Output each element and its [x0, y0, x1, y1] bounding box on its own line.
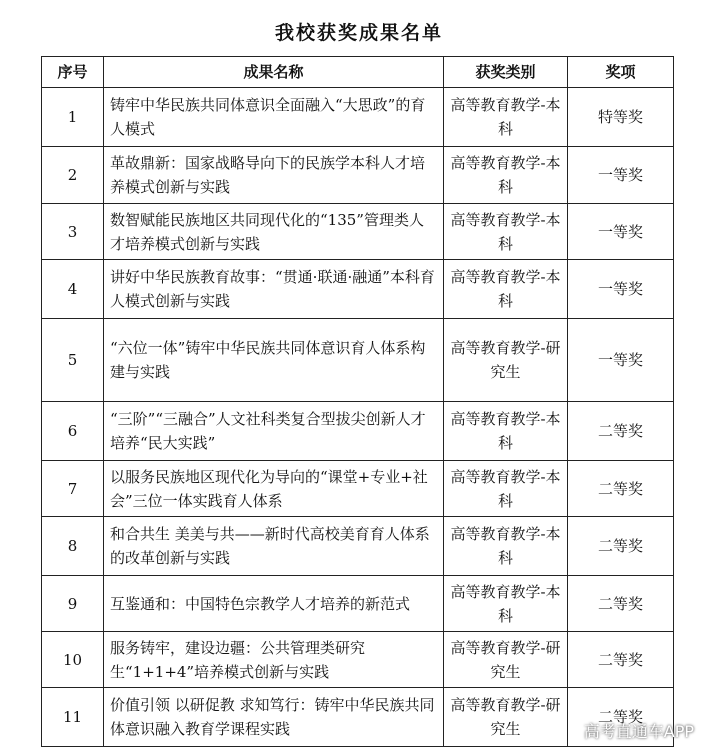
row-number: 1: [42, 88, 104, 147]
row-number: 2: [42, 147, 104, 204]
row-category: 高等教育教学-本科: [444, 147, 568, 204]
row-award: 一等奖: [568, 319, 674, 402]
row-number: 9: [42, 576, 104, 632]
row-number: 3: [42, 204, 104, 260]
row-category: 高等教育教学-研究生: [444, 319, 568, 402]
row-category: 高等教育教学-本科: [444, 88, 568, 147]
row-category: 高等教育教学-研究生: [444, 632, 568, 688]
header-number: 序号: [42, 57, 104, 88]
row-name: 服务铸牢，建设边疆：公共管理类研究生“1+1+4”培养模式创新与实践: [104, 632, 444, 688]
table-row: [42, 319, 674, 402]
row-award: 特等奖: [568, 88, 674, 147]
table-row: [42, 204, 674, 260]
row-category: 高等教育教学-本科: [444, 260, 568, 319]
row-award: 二等奖: [568, 517, 674, 576]
row-category: 高等教育教学-本科: [444, 517, 568, 576]
row-number: 7: [42, 461, 104, 517]
row-award: 二等奖: [568, 576, 674, 632]
row-number: 10: [42, 632, 104, 688]
row-name: 和合共生 美美与共——新时代高校美育育人体系的改革创新与实践: [104, 517, 444, 576]
table-row: [42, 260, 674, 319]
row-number: 4: [42, 260, 104, 319]
row-number: 6: [42, 402, 104, 461]
row-award: 一等奖: [568, 147, 674, 204]
row-name: “六位一体”铸牢中华民族共同体意识育人体系构建与实践: [104, 319, 444, 402]
row-number: 5: [42, 319, 104, 402]
row-award: 一等奖: [568, 204, 674, 260]
row-name: 互鉴通和：中国特色宗教学人才培养的新范式: [104, 576, 444, 632]
table-row: [42, 461, 674, 517]
awards-table: [41, 56, 674, 747]
row-name: 价值引领 以研促教 求知笃行：铸牢中华民族共同体意识融入教育学课程实践: [104, 688, 444, 747]
table-row: [42, 402, 674, 461]
row-category: 高等教育教学-本科: [444, 576, 568, 632]
header-category: 获奖类别: [444, 57, 568, 88]
row-award: 二等奖: [568, 688, 674, 747]
row-award: 二等奖: [568, 461, 674, 517]
row-name: 铸牢中华民族共同体意识全面融入“大思政”的育人模式: [104, 88, 444, 147]
table-row: [42, 88, 674, 147]
row-name: 革故鼎新：国家战略导向下的民族学本科人才培养模式创新与实践: [104, 147, 444, 204]
header-name: 成果名称: [104, 57, 444, 88]
row-award: 二等奖: [568, 402, 674, 461]
row-award: 二等奖: [568, 632, 674, 688]
row-name: “三阶”“三融合”人文社科类复合型拔尖创新人才培养“民大实践”: [104, 402, 444, 461]
header-award: 奖项: [568, 57, 674, 88]
row-category: 高等教育教学-本科: [444, 402, 568, 461]
table-header-row: [42, 57, 674, 88]
watermark: 高考直通车APP: [583, 722, 694, 741]
row-number: 8: [42, 517, 104, 576]
table-row: [42, 576, 674, 632]
row-category: 高等教育教学-研究生: [444, 688, 568, 747]
page-title: 我校获奖成果名单: [274, 22, 443, 44]
table-row: [42, 517, 674, 576]
row-category: 高等教育教学-本科: [444, 204, 568, 260]
table-row: [42, 688, 674, 747]
row-name: 以服务民族地区现代化为导向的“课堂+专业+社会”三位一体实践育人体系: [104, 461, 444, 517]
row-name: 数智赋能民族地区共同现代化的“135”管理类人才培养模式创新与实践: [104, 204, 444, 260]
row-name: 讲好中华民族教育故事：“贯通·联通·融通”本科育人模式创新与实践: [104, 260, 444, 319]
table-row: [42, 632, 674, 688]
row-category: 高等教育教学-本科: [444, 461, 568, 517]
row-award: 一等奖: [568, 260, 674, 319]
table-row: [42, 147, 674, 204]
row-number: 11: [42, 688, 104, 747]
